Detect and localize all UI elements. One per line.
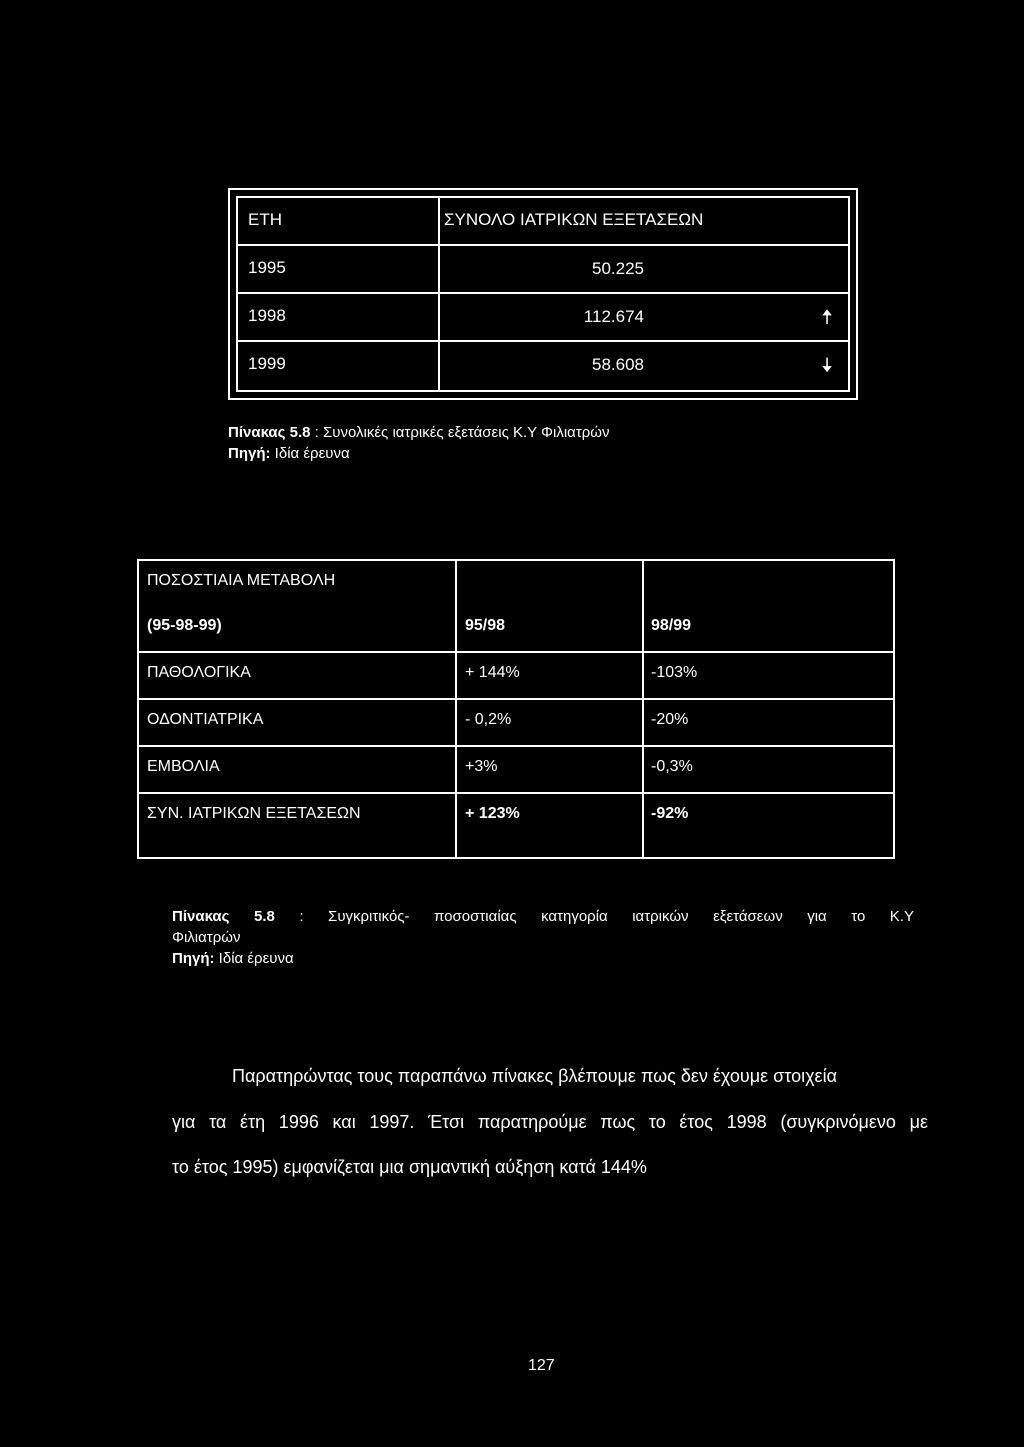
row-value-98-99: -103% [651,664,698,681]
row-value-95-98: +3% [465,758,498,775]
down-arrow-icon: 🠣 [822,355,832,375]
total-exams-table [228,188,858,400]
table-row [139,700,893,747]
total-exams-table-inner [236,196,850,392]
source-text: Ιδία έρευνα [218,950,294,967]
table1-caption-line [228,422,610,443]
row-value-95-98: + 144% [465,664,520,681]
row-label: ΣΥΝ. ΙΑΤΡΙΚΩΝ ΕΞΕΤΑΣΕΩΝ [147,805,361,822]
up-arrow-icon: 🠡 [822,307,832,327]
table2-source-line [172,948,914,969]
header-95-98: 95/98 [465,617,506,634]
source-label: Πηγή: [228,445,271,462]
row-year: 1999 [248,354,286,373]
table-header-row [139,606,893,653]
row-value: 50.225 [592,259,644,278]
table-header-row [238,198,848,246]
table2-caption [172,906,914,969]
header-98-99: 98/99 [651,617,692,634]
row-value: 58.608 [592,355,644,374]
row-value-98-99: -0,3% [651,758,693,775]
source-label: Πηγή: [172,950,215,967]
page-number: 127 [528,1357,555,1374]
percentage-change-table [137,559,895,859]
table-row [139,747,893,794]
table1-source-line [228,443,610,464]
header-years: ΕΤΗ [248,210,282,229]
caption-text: : Συγκριτικός- ποσοστιαίας κατηγορία ιατρικών εξετάσεων για το Κ.Υ [299,908,914,925]
source-text: Ιδία έρευνα [274,445,350,462]
caption-label: Πίνακας 5.8 [172,908,275,925]
table-title-row [139,561,893,606]
row-label: ΟΔΟΝΤΙΑΤΡΙΚΑ [147,711,264,728]
row-value: 112.674 [583,307,644,326]
paragraph-line-2: για τα έτη 1996 και 1997. Έτσι παρατηρούμε πως το έτος 1998 (συγκρινόμενο με [172,1112,928,1132]
caption-label: Πίνακας 5.8 [228,424,311,441]
row-value-98-99: -92% [651,805,689,822]
paragraph-line-1: Παρατηρώντας τους παραπάνω πίνακες βλέπουμε πως δεν έχουμε στοιχεία [232,1066,837,1086]
paragraph-line-3: το έτος 1995) εμφανίζεται μια σημαντική αύξηση κατά 144% [172,1157,647,1177]
caption-text: : Συνολικές ιατρικές εξετάσεις Κ.Υ Φιλιατρών [314,424,610,441]
period-label: (95-98-99) [147,617,222,634]
table2-caption-line [172,906,914,927]
row-value-98-99: -20% [651,711,689,728]
table-row [238,294,848,342]
row-year: 1998 [248,306,286,325]
caption-text-continued: Φιλιατρών [172,929,241,946]
row-value-95-98: - 0,2% [465,711,512,728]
row-value-95-98: + 123% [465,805,520,822]
table-row [238,246,848,294]
table-row [238,342,848,388]
row-label: ΠΑΘΟΛΟΓΙΚΑ [147,664,251,681]
table1-caption [228,422,610,464]
row-label: ΕΜΒΟΛΙΑ [147,758,220,775]
header-total-exams: ΣΥΝΟΛΟ ΙΑΤΡΙΚΩΝ ΕΞΕΤΑΣΕΩΝ [444,210,704,229]
table-row [139,653,893,700]
table-title: ΠΟΣΟΣΤΙΑΙΑ ΜΕΤΑΒΟΛΗ [147,572,336,589]
table-row [139,794,893,839]
row-year: 1995 [248,258,286,277]
